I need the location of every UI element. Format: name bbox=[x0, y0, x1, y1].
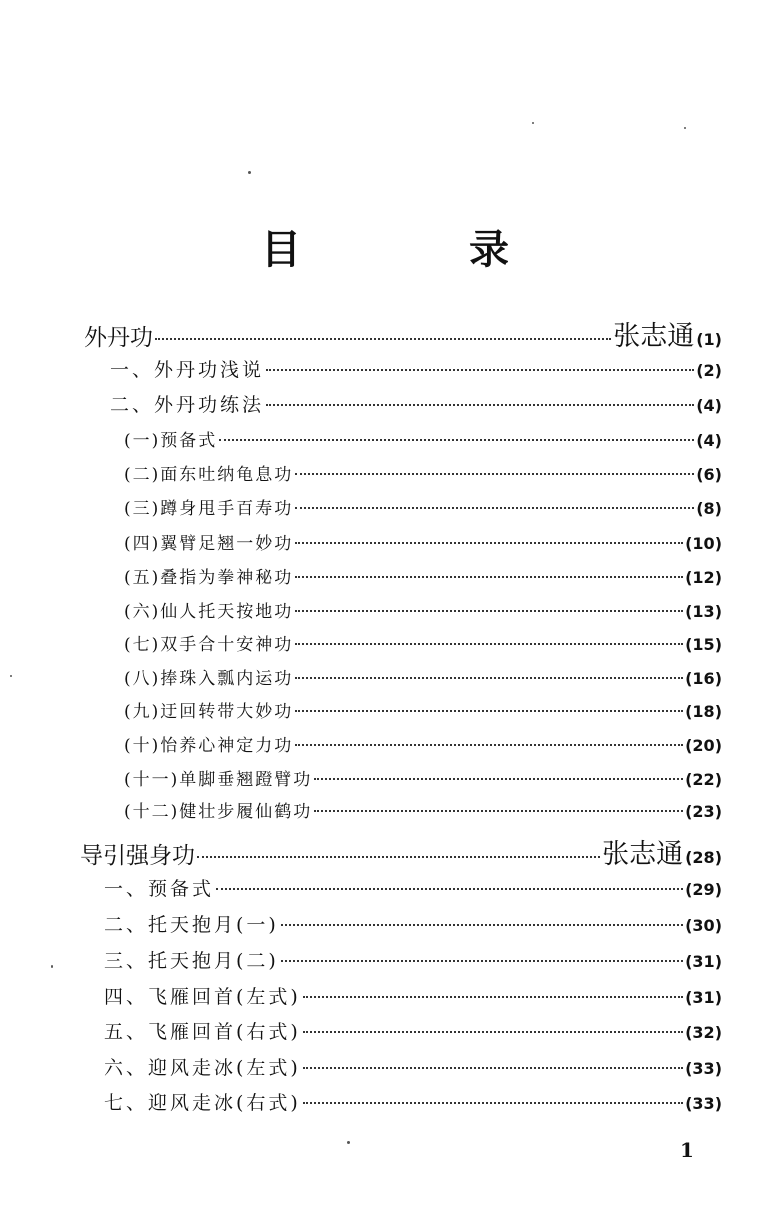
leader-dots bbox=[155, 338, 611, 340]
toc-entry-label: 外丹功 bbox=[84, 325, 153, 351]
leader-dots bbox=[266, 404, 694, 406]
leader-dots bbox=[295, 576, 683, 578]
toc-entry[interactable] bbox=[124, 494, 722, 519]
leader-dots bbox=[281, 924, 683, 926]
toc-entry-label: (六)仙人托天按地功 bbox=[124, 602, 294, 622]
toc-entry-label: (一)预备式 bbox=[124, 431, 218, 451]
toc-entry[interactable] bbox=[124, 731, 722, 756]
leader-dots bbox=[314, 778, 683, 780]
page-title: 目 录 bbox=[261, 227, 573, 273]
scan-speck bbox=[347, 1141, 350, 1144]
leader-dots bbox=[295, 744, 683, 746]
toc-entry-page: (1) bbox=[696, 330, 722, 349]
toc-entry[interactable] bbox=[110, 390, 722, 417]
toc-entry[interactable] bbox=[124, 630, 722, 655]
toc-entry[interactable] bbox=[104, 982, 722, 1009]
toc-entry-page: (4) bbox=[696, 431, 722, 450]
page-number: 1 bbox=[680, 1138, 694, 1162]
toc-entry[interactable] bbox=[110, 355, 722, 382]
toc-entry-page: (15) bbox=[685, 635, 722, 654]
leader-dots bbox=[303, 1067, 683, 1069]
leader-dots bbox=[197, 856, 600, 858]
leader-dots bbox=[295, 677, 683, 679]
toc-entry[interactable] bbox=[124, 664, 722, 689]
toc-entry-author: 张志通 bbox=[602, 839, 684, 870]
toc-entry[interactable] bbox=[104, 946, 722, 973]
toc-entry-page: (6) bbox=[696, 465, 722, 484]
toc-entry-page: (31) bbox=[685, 988, 722, 1007]
toc-entry-page: (23) bbox=[685, 802, 722, 821]
toc-entry[interactable] bbox=[124, 563, 722, 588]
toc-entry-page: (32) bbox=[685, 1023, 722, 1042]
toc-entry-page: (30) bbox=[685, 916, 722, 935]
toc-entry-page: (2) bbox=[696, 361, 722, 380]
toc-entry-label: 导引强身功 bbox=[80, 843, 195, 869]
toc-entry[interactable] bbox=[80, 832, 722, 871]
toc-entry-author: 张志通 bbox=[613, 321, 695, 352]
leader-dots bbox=[295, 643, 683, 645]
toc-entry[interactable] bbox=[104, 910, 722, 937]
toc-entry-page: (16) bbox=[685, 669, 722, 688]
toc-entry[interactable] bbox=[104, 1053, 722, 1080]
toc-entry-page: (31) bbox=[685, 952, 722, 971]
leader-dots bbox=[295, 542, 683, 544]
toc-entry-page: (8) bbox=[696, 499, 722, 518]
toc-entry-label: 七、迎风走冰(右式) bbox=[104, 1092, 301, 1114]
toc-entry-label: (七)双手合十安神功 bbox=[124, 635, 294, 655]
leader-dots bbox=[266, 369, 694, 371]
toc-entry-label: 三、托天抱月(二) bbox=[104, 950, 279, 972]
scan-speck bbox=[532, 122, 534, 124]
toc-entry-page: (20) bbox=[685, 736, 722, 755]
toc-entry[interactable] bbox=[104, 874, 722, 901]
toc-entry-label: 一、外丹功浅说 bbox=[110, 359, 265, 381]
toc-entry-page: (33) bbox=[685, 1094, 722, 1113]
toc-entry-label: 一、预备式 bbox=[104, 878, 215, 900]
toc-entry-label: 二、外丹功练法 bbox=[110, 394, 265, 416]
toc-entry-page: (10) bbox=[685, 534, 722, 553]
toc-entry[interactable] bbox=[84, 314, 722, 353]
toc-entry-label: (三)蹲身甩手百寿功 bbox=[124, 499, 294, 519]
toc-entry-label: (十一)单脚垂翘蹬臂功 bbox=[124, 770, 313, 790]
leader-dots bbox=[281, 960, 683, 962]
leader-dots bbox=[295, 507, 694, 509]
toc-entry-page: (13) bbox=[685, 602, 722, 621]
toc-entry-page: (12) bbox=[685, 568, 722, 587]
leader-dots bbox=[295, 473, 694, 475]
toc-entry-page: (18) bbox=[685, 702, 722, 721]
toc-entry-label: 五、飞雁回首(右式) bbox=[104, 1021, 301, 1043]
leader-dots bbox=[295, 610, 683, 612]
toc-entry[interactable] bbox=[124, 765, 722, 790]
toc-entry-page: (28) bbox=[685, 848, 722, 867]
toc-entry[interactable] bbox=[124, 797, 722, 822]
toc-entry-label: 六、迎风走冰(左式) bbox=[104, 1057, 301, 1079]
toc-entry-page: (29) bbox=[685, 880, 722, 899]
toc-entry-label: (五)叠指为拳神秘功 bbox=[124, 568, 294, 588]
leader-dots bbox=[314, 810, 683, 812]
toc-entry-label: (十)怡养心神定力功 bbox=[124, 736, 294, 756]
toc-entry-label: (十二)健壮步履仙鹤功 bbox=[124, 802, 313, 822]
toc-entry-label: (八)捧珠入瓢内运功 bbox=[124, 669, 294, 689]
toc-entry-label: (四)翼臂足翘一妙功 bbox=[124, 534, 294, 554]
leader-dots bbox=[303, 996, 683, 998]
toc-entry-page: (33) bbox=[685, 1059, 722, 1078]
scan-speck bbox=[248, 171, 251, 174]
toc-entry[interactable] bbox=[124, 697, 722, 722]
scan-speck bbox=[51, 965, 53, 968]
leader-dots bbox=[216, 888, 683, 890]
toc-entry[interactable] bbox=[124, 460, 722, 485]
scan-speck bbox=[684, 127, 686, 129]
toc-entry[interactable] bbox=[124, 426, 722, 451]
toc-entry-label: 二、托天抱月(一) bbox=[104, 914, 279, 936]
scan-speck bbox=[10, 675, 12, 677]
toc-entry-page: (4) bbox=[696, 396, 722, 415]
toc-entry[interactable] bbox=[104, 1088, 722, 1115]
toc-entry-page: (22) bbox=[685, 770, 722, 789]
toc-entry[interactable] bbox=[124, 529, 722, 554]
toc-entry-label: 四、飞雁回首(左式) bbox=[104, 986, 301, 1008]
leader-dots bbox=[219, 439, 694, 441]
leader-dots bbox=[303, 1031, 683, 1033]
toc-entry[interactable] bbox=[124, 597, 722, 622]
toc-entry-label: (二)面东吐纳龟息功 bbox=[124, 465, 294, 485]
leader-dots bbox=[303, 1102, 683, 1104]
toc-entry[interactable] bbox=[104, 1017, 722, 1044]
leader-dots bbox=[295, 710, 683, 712]
toc-entry-label: (九)迂回转带大妙功 bbox=[124, 702, 294, 722]
